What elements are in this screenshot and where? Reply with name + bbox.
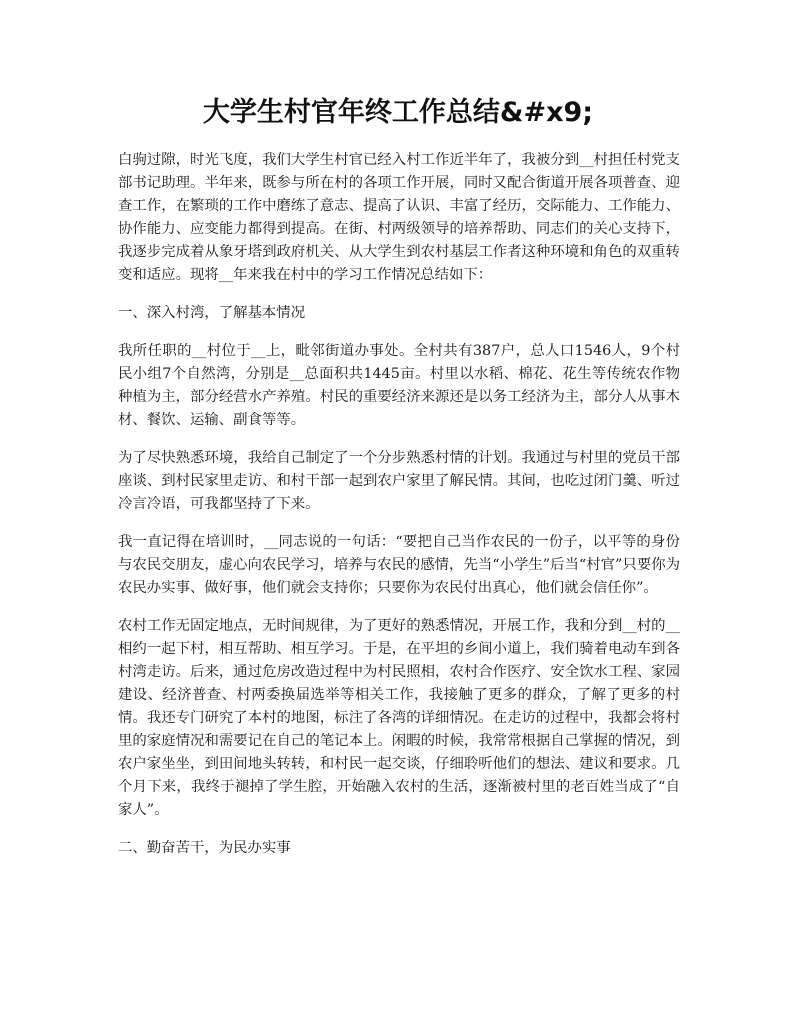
village-visits-paragraph: 农村工作无固定地点，无时间规律，为了更好的熟悉情况，开展工作，我和分到__村的__相约一起下村，相互帮助、相互学习。于是，在平坦的乡间小道上，我们骑着电动车到各村湾走访。后来，通过危房改造过程中为村民照相，农村合作医疗、安全饮水工程、家园建设、经济普查、村两委换届选举等相关工作，我接触了更多的群众，了解了更多的村情。我还专门研究了本村的地图，标注了各湾的详细情况。在走访的过程中，我都会将村里的家庭情况和需要记在自己的笔记本上。闲暇的时候，我常常根据自己掌握的情况，到农户家坐坐，到田间地头转转，和村民一起交谈，仔细聆听他们的想法、建议和要求。几个月下来，我终于褪掉了学生腔，开始融入农村的生活，逐渐被村里的老百姓当成了“自家人”。 xyxy=(118,618,680,818)
section-heading-2: 二、勤奋苦干，为民办实事 xyxy=(118,840,291,856)
document-title: 大学生村官年终工作总结&#x9; xyxy=(202,97,594,128)
document-body xyxy=(118,149,680,875)
village-info-paragraph: 我所任职的__村位于__上，毗邻街道办事处。全村共有387户，总人口1546人，9个村民小组7个自然湾，分别是__总面积共1445亩。村里以水稻、棉花、花生等传统农作物种植为主，部分经营水产养殖。村民的重要经济来源还是以务工经济为主，部分人从事木材、餐饮、运输、副食等等。 xyxy=(118,343,680,428)
familiarize-plan-paragraph: 为了尽快熟悉环境，我给自己制定了一个分步熟悉村情的计划。我通过与村里的党员干部座谈、到村民家里走访、和村干部一起到农户家里了解民情。其间，也吃过闭门羹、听过冷言冷语，可我都坚持了下来。 xyxy=(118,450,680,512)
intro-paragraph: 白驹过隙，时光飞度，我们大学生村官已经入村工作近半年了，我被分到__村担任村党支部书记助理。半年来，既参与所在村的各项工作开展，同时又配合街道开展各项普查、迎查工作，在繁琐的工作中磨练了意志、提高了认识、丰富了经历，交际能力、工作能力、协作能力、应变能力都得到提高。在街、村两级领导的培养帮助、同志们的关心支持下，我逐步完成着从象牙塔到政府机关、从大学生到农村基层工作者这种环境和角色的双重转变和适应。现将__年来我在村中的学习工作情况总结如下： xyxy=(118,152,680,283)
training-quote-paragraph: 我一直记得在培训时，__同志说的一句话：“要把自己当作农民的一份子，以平等的身份与农民交朋友，虚心向农民学习，培养与农民的感情，先当“小学生”后当“村官”只要你为农民办实事、做好事，他们就会支持你；只要你为农民付出真心，他们就会信任你”。 xyxy=(118,534,680,596)
section-heading-1: 一、深入村湾，了解基本情况 xyxy=(118,305,306,321)
